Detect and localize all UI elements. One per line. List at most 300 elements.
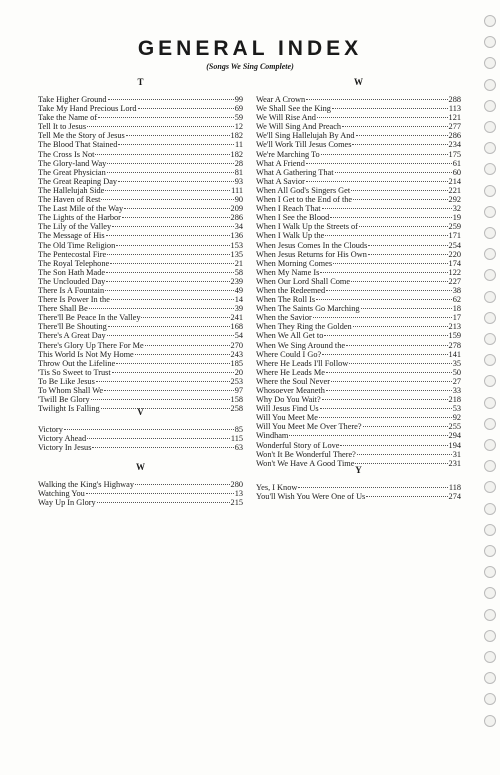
index-entry bbox=[256, 368, 461, 377]
page-number: 17 bbox=[452, 313, 461, 323]
page-number: 90 bbox=[234, 195, 243, 205]
page-number: 118 bbox=[448, 483, 461, 492]
dot-leader bbox=[352, 144, 447, 145]
page-number: 141 bbox=[448, 349, 461, 359]
page-number: 20 bbox=[234, 367, 243, 377]
entry-list bbox=[38, 95, 243, 413]
binding-hole bbox=[484, 693, 496, 705]
song-title: When I Get to the End of the bbox=[256, 195, 353, 205]
dot-leader bbox=[91, 399, 230, 400]
index-entry bbox=[38, 204, 243, 213]
binding-hole bbox=[484, 375, 496, 387]
page-number: 115 bbox=[230, 434, 243, 444]
song-title: There'll Be Shouting bbox=[38, 322, 107, 332]
page-number: 61 bbox=[452, 158, 461, 168]
song-title: When Morning Comes bbox=[256, 258, 333, 268]
page-number: 280 bbox=[230, 480, 243, 489]
page-number: 121 bbox=[448, 113, 461, 123]
page-number: 81 bbox=[234, 167, 243, 177]
page-number: 274 bbox=[448, 492, 461, 502]
page-number: 294 bbox=[448, 431, 461, 441]
index-entry bbox=[256, 404, 461, 413]
section-y bbox=[256, 465, 461, 501]
page-number: 254 bbox=[448, 240, 461, 250]
section-w-left bbox=[38, 462, 243, 507]
dot-leader bbox=[138, 108, 234, 109]
section-letter: W bbox=[354, 77, 363, 87]
page-number: 59 bbox=[234, 113, 243, 123]
index-entry bbox=[38, 368, 243, 377]
index-entry bbox=[256, 441, 461, 450]
binding-hole bbox=[484, 185, 496, 197]
page-number: 49 bbox=[234, 285, 243, 295]
binding-hole bbox=[484, 291, 496, 303]
song-title: Whosoever Meaneth bbox=[256, 386, 325, 395]
index-entry bbox=[256, 122, 461, 131]
dot-leader bbox=[112, 372, 234, 373]
song-title: When Our Lord Shall Come bbox=[256, 276, 351, 286]
dot-leader bbox=[317, 117, 448, 118]
song-title: When I See the Blood bbox=[256, 213, 330, 223]
index-entry bbox=[38, 113, 243, 122]
page-number: 53 bbox=[452, 404, 461, 414]
page-number: 259 bbox=[448, 222, 461, 232]
page-number: 136 bbox=[230, 231, 243, 241]
index-entry bbox=[38, 222, 243, 231]
index-entry bbox=[38, 395, 243, 404]
dot-leader bbox=[351, 190, 447, 191]
binding-hole bbox=[484, 227, 496, 239]
song-title: Walking the King's Highway bbox=[38, 480, 134, 489]
page-number: 255 bbox=[448, 422, 461, 432]
page-number: 292 bbox=[448, 195, 461, 205]
page-title: GENERAL INDEX bbox=[137, 37, 363, 60]
binding-hole bbox=[484, 163, 496, 175]
song-title: What A Friend bbox=[256, 158, 305, 168]
section-w bbox=[256, 77, 461, 468]
song-title: Take the Name of bbox=[38, 113, 98, 123]
dot-leader bbox=[319, 417, 452, 418]
dot-leader bbox=[105, 290, 234, 291]
dot-leader bbox=[326, 290, 452, 291]
dot-leader bbox=[124, 208, 229, 209]
dot-leader bbox=[325, 235, 447, 236]
song-title: We'll Work Till Jesus Comes bbox=[256, 140, 352, 150]
dot-leader bbox=[118, 144, 234, 145]
binding-hole bbox=[484, 418, 496, 430]
song-title: Where He Leads I'll Follow bbox=[256, 358, 349, 368]
page-number: 18 bbox=[452, 304, 461, 314]
page-number: 239 bbox=[230, 276, 243, 286]
dot-leader bbox=[107, 335, 234, 336]
dot-leader bbox=[116, 245, 229, 246]
index-entry bbox=[38, 359, 243, 368]
song-title: Will Jesus Find Us bbox=[256, 404, 319, 414]
page-number: 234 bbox=[448, 140, 461, 150]
binding-holes bbox=[480, 15, 500, 735]
binding-hole bbox=[484, 312, 496, 324]
binding-hole bbox=[484, 248, 496, 260]
song-title: You'll Wish You Were One of Us bbox=[256, 492, 366, 502]
index-entry bbox=[256, 204, 461, 213]
index-entry bbox=[256, 250, 461, 259]
page-number: 93 bbox=[234, 176, 243, 186]
index-entry bbox=[256, 213, 461, 222]
dot-leader bbox=[107, 172, 234, 173]
entry-list bbox=[256, 95, 461, 468]
page-number: 227 bbox=[448, 276, 461, 286]
index-entry bbox=[256, 431, 461, 440]
binding-hole bbox=[484, 333, 496, 345]
song-title: When I Walk Up the bbox=[256, 231, 325, 241]
song-title: When I Walk Up the Streets of bbox=[256, 222, 358, 232]
index-entry bbox=[256, 304, 461, 313]
dot-leader bbox=[110, 263, 234, 264]
page-number: 182 bbox=[230, 149, 243, 159]
dot-leader bbox=[320, 408, 452, 409]
dot-leader bbox=[363, 426, 448, 427]
page-number: 241 bbox=[230, 313, 243, 323]
dot-leader bbox=[355, 463, 447, 464]
page-number: 35 bbox=[452, 358, 461, 368]
index-entry bbox=[256, 322, 461, 331]
dot-leader bbox=[116, 363, 229, 364]
dot-leader bbox=[92, 447, 233, 448]
song-title: There Shall Be bbox=[38, 304, 88, 314]
song-title: Yes, I Know bbox=[256, 483, 298, 492]
dot-leader bbox=[353, 199, 447, 200]
song-title: When The Saints Go Marching bbox=[256, 304, 360, 314]
song-title: The Glory-land Way bbox=[38, 158, 107, 168]
dot-leader bbox=[346, 345, 447, 346]
page-number: 213 bbox=[448, 322, 461, 332]
index-entry bbox=[38, 140, 243, 149]
dot-leader bbox=[316, 299, 452, 300]
song-title: 'Tis So Sweet to Trust bbox=[38, 367, 111, 377]
page-number: 38 bbox=[452, 285, 461, 295]
index-entry bbox=[38, 213, 243, 222]
page-number: 153 bbox=[230, 240, 243, 250]
dot-leader bbox=[101, 199, 233, 200]
index-entry bbox=[256, 241, 461, 250]
song-title: The Old Time Religion bbox=[38, 240, 116, 250]
page-number: 270 bbox=[230, 340, 243, 350]
dot-leader bbox=[340, 445, 447, 446]
song-title: When We Sing Around the bbox=[256, 340, 346, 350]
page-number: 28 bbox=[234, 158, 243, 168]
dot-leader bbox=[108, 326, 230, 327]
song-title: The Blood That Stained bbox=[38, 140, 118, 150]
song-title: There'll Be Peace In the Valley bbox=[38, 313, 141, 323]
index-entry bbox=[256, 177, 461, 186]
dot-leader bbox=[331, 381, 452, 382]
dot-leader bbox=[97, 502, 230, 503]
page-number: 168 bbox=[230, 322, 243, 332]
binding-hole bbox=[484, 609, 496, 621]
page-number: 54 bbox=[234, 331, 243, 341]
song-title: Won't It Be Wonderful There? bbox=[256, 449, 356, 459]
section-letter: T bbox=[137, 77, 144, 87]
song-title: The Pentecostal Fire bbox=[38, 249, 107, 259]
song-title: We Will Sing And Preach bbox=[256, 122, 342, 132]
song-title: Way Up In Glory bbox=[38, 498, 96, 508]
page-number: 97 bbox=[234, 386, 243, 395]
song-title: There's Glory Up There For Me bbox=[38, 340, 144, 350]
song-title: Watching You bbox=[38, 489, 85, 499]
song-title: Victory bbox=[38, 425, 63, 434]
page-number: 32 bbox=[452, 204, 461, 214]
dot-leader bbox=[332, 108, 448, 109]
page-number: 111 bbox=[231, 185, 243, 195]
page-number: 175 bbox=[448, 149, 461, 159]
page-number: 63 bbox=[234, 443, 243, 453]
binding-hole bbox=[484, 460, 496, 472]
page-number: 39 bbox=[234, 304, 243, 314]
dot-leader bbox=[335, 172, 452, 173]
page-number: 277 bbox=[448, 122, 461, 132]
song-title: We'll Sing Hallelujah By And bbox=[256, 131, 355, 141]
index-entry bbox=[256, 259, 461, 268]
section-v bbox=[38, 407, 243, 452]
index-entry bbox=[256, 359, 461, 368]
page-number: 33 bbox=[452, 386, 461, 395]
dot-leader bbox=[104, 390, 234, 391]
dot-leader bbox=[96, 381, 230, 382]
entry-list bbox=[38, 480, 243, 507]
index-entry bbox=[256, 231, 461, 240]
song-title: There Is A Fountain bbox=[38, 285, 105, 295]
song-title: Wonderful Story of Love bbox=[256, 440, 340, 450]
dot-leader bbox=[361, 308, 452, 309]
song-title: Why Do You Wait? bbox=[256, 395, 321, 405]
binding-hole bbox=[484, 503, 496, 515]
index-entry bbox=[38, 122, 243, 131]
page-number: 286 bbox=[230, 213, 243, 223]
song-title: What A Gathering That bbox=[256, 167, 334, 177]
binding-hole bbox=[484, 142, 496, 154]
dot-leader bbox=[135, 484, 230, 485]
dot-leader bbox=[320, 272, 447, 273]
page-number: 34 bbox=[234, 222, 243, 232]
song-title: What A Savior bbox=[256, 176, 305, 186]
dot-leader bbox=[353, 326, 448, 327]
page-number: 243 bbox=[230, 349, 243, 359]
dot-leader bbox=[359, 226, 448, 227]
song-title: We Shall See the King bbox=[256, 104, 331, 114]
index-entry bbox=[256, 492, 461, 501]
song-title: The Message of His bbox=[38, 231, 105, 241]
index-entry bbox=[38, 277, 243, 286]
dot-leader bbox=[356, 135, 448, 136]
binding-hole bbox=[484, 100, 496, 112]
index-entry bbox=[38, 186, 243, 195]
page-number: 209 bbox=[230, 204, 243, 214]
page-number: 220 bbox=[448, 249, 461, 259]
dot-leader bbox=[64, 429, 234, 430]
binding-hole bbox=[484, 587, 496, 599]
index-entry bbox=[38, 304, 243, 313]
binding-hole bbox=[484, 566, 496, 578]
binding-hole bbox=[484, 545, 496, 557]
dot-leader bbox=[366, 496, 447, 497]
song-title: When They Ring the Golden bbox=[256, 322, 352, 332]
dot-leader bbox=[322, 399, 448, 400]
song-title: Victory In Jesus bbox=[38, 443, 92, 453]
page-number: 92 bbox=[452, 413, 461, 423]
page-number: 288 bbox=[448, 95, 461, 104]
song-title: To Whom Shall We bbox=[38, 386, 104, 395]
dot-leader bbox=[105, 190, 230, 191]
dot-leader bbox=[135, 354, 230, 355]
dot-leader bbox=[87, 438, 230, 439]
page-number: 171 bbox=[448, 231, 461, 241]
page-subtitle: (Songs We Sing Complete) bbox=[206, 62, 294, 71]
page-number: 215 bbox=[230, 498, 243, 508]
dot-leader bbox=[145, 345, 230, 346]
index-entry bbox=[38, 150, 243, 159]
dot-leader bbox=[298, 487, 448, 488]
dot-leader bbox=[118, 181, 234, 182]
page-number: 158 bbox=[230, 395, 243, 405]
dot-leader bbox=[106, 281, 229, 282]
song-title: Where Could I Go? bbox=[256, 349, 322, 359]
dot-leader bbox=[357, 454, 452, 455]
dot-leader bbox=[98, 117, 234, 118]
index-entry bbox=[256, 113, 461, 122]
page-number: 182 bbox=[230, 131, 243, 141]
index-entry bbox=[38, 434, 243, 443]
index-entry bbox=[38, 377, 243, 386]
binding-hole bbox=[484, 79, 496, 91]
index-entry bbox=[256, 131, 461, 140]
page-number: 122 bbox=[448, 267, 461, 277]
song-title: Will You Meet Me bbox=[256, 413, 318, 423]
index-entry bbox=[256, 286, 461, 295]
dot-leader bbox=[107, 163, 233, 164]
song-title: When The Roll Is bbox=[256, 295, 316, 305]
index-entry bbox=[38, 95, 243, 104]
index-entry bbox=[38, 480, 243, 489]
dot-leader bbox=[112, 226, 234, 227]
song-title: 'Twill Be Glory bbox=[38, 395, 90, 405]
dot-leader bbox=[368, 245, 447, 246]
binding-hole bbox=[484, 206, 496, 218]
index-entry bbox=[38, 177, 243, 186]
index-entry bbox=[256, 277, 461, 286]
song-title: Windham bbox=[256, 431, 289, 441]
song-title: Where the Soul Never bbox=[256, 376, 330, 386]
index-entry bbox=[38, 341, 243, 350]
index-entry bbox=[256, 331, 461, 340]
song-title: Tell It to Jesus bbox=[38, 122, 87, 132]
dot-leader bbox=[349, 363, 451, 364]
page-number: 99 bbox=[234, 95, 243, 104]
index-entry bbox=[256, 386, 461, 395]
page-number: 62 bbox=[452, 295, 461, 305]
song-title: When Jesus Comes In the Clouds bbox=[256, 240, 368, 250]
page-number: 258 bbox=[230, 404, 243, 414]
binding-hole bbox=[484, 397, 496, 409]
index-entry bbox=[256, 313, 461, 322]
song-title: When My Name Is bbox=[256, 267, 320, 277]
dot-leader bbox=[321, 154, 448, 155]
page-number: 69 bbox=[234, 104, 243, 114]
binding-hole bbox=[484, 481, 496, 493]
page-number: 159 bbox=[448, 331, 461, 341]
index-entry bbox=[256, 377, 461, 386]
song-title: When the Redeemed bbox=[256, 285, 326, 295]
index-entry bbox=[256, 222, 461, 231]
dot-leader bbox=[351, 281, 448, 282]
page-number: 19 bbox=[452, 213, 461, 223]
dot-leader bbox=[324, 335, 447, 336]
index-entry bbox=[38, 231, 243, 240]
song-title: The Unclouded Day bbox=[38, 276, 106, 286]
binding-hole bbox=[484, 524, 496, 536]
dot-leader bbox=[342, 126, 448, 127]
song-title: There's A Great Day bbox=[38, 331, 106, 341]
page-number: 12 bbox=[234, 122, 243, 132]
page-number: 174 bbox=[448, 258, 461, 268]
index-entry bbox=[38, 259, 243, 268]
page-number: 50 bbox=[452, 367, 461, 377]
song-title: When I Reach That bbox=[256, 204, 321, 214]
section-letter: Y bbox=[355, 465, 362, 475]
index-entry bbox=[38, 386, 243, 395]
binding-hole bbox=[484, 651, 496, 663]
index-entry bbox=[256, 140, 461, 149]
song-title: Wear A Crown bbox=[256, 95, 306, 104]
page-number: 221 bbox=[448, 185, 461, 195]
index-entry bbox=[256, 268, 461, 277]
page-number: 21 bbox=[234, 258, 243, 268]
page-number: 27 bbox=[452, 376, 461, 386]
index-entry bbox=[38, 498, 243, 507]
index-entry bbox=[38, 295, 243, 304]
entry-list bbox=[256, 483, 461, 501]
dot-leader bbox=[108, 99, 234, 100]
dot-leader bbox=[326, 390, 452, 391]
index-entry bbox=[256, 450, 461, 459]
index-entry bbox=[256, 159, 461, 168]
dot-leader bbox=[107, 254, 229, 255]
index-entry bbox=[256, 395, 461, 404]
page-number: 113 bbox=[448, 104, 461, 114]
index-entry bbox=[38, 104, 243, 113]
page-number: 58 bbox=[234, 267, 243, 277]
index-entry bbox=[256, 186, 461, 195]
page-number: 214 bbox=[448, 176, 461, 186]
dot-leader bbox=[322, 208, 452, 209]
binding-hole bbox=[484, 672, 496, 684]
page-number: 135 bbox=[230, 249, 243, 259]
index-entry bbox=[256, 95, 461, 104]
song-title: To Be Like Jesus bbox=[38, 376, 95, 386]
song-title: Will You Meet Me Over There? bbox=[256, 422, 362, 432]
section-t bbox=[38, 77, 243, 413]
song-title: Where He Leads Me bbox=[256, 367, 325, 377]
song-title: The Great Physician bbox=[38, 167, 106, 177]
index-entry bbox=[256, 168, 461, 177]
index-entry bbox=[38, 286, 243, 295]
song-title: When Jesus Returns for His Own bbox=[256, 249, 367, 259]
page-number: 11 bbox=[235, 140, 243, 150]
page-number: 231 bbox=[448, 458, 461, 468]
index-entry bbox=[38, 241, 243, 250]
dot-leader bbox=[106, 272, 234, 273]
dot-leader bbox=[306, 163, 452, 164]
dot-leader bbox=[322, 354, 447, 355]
